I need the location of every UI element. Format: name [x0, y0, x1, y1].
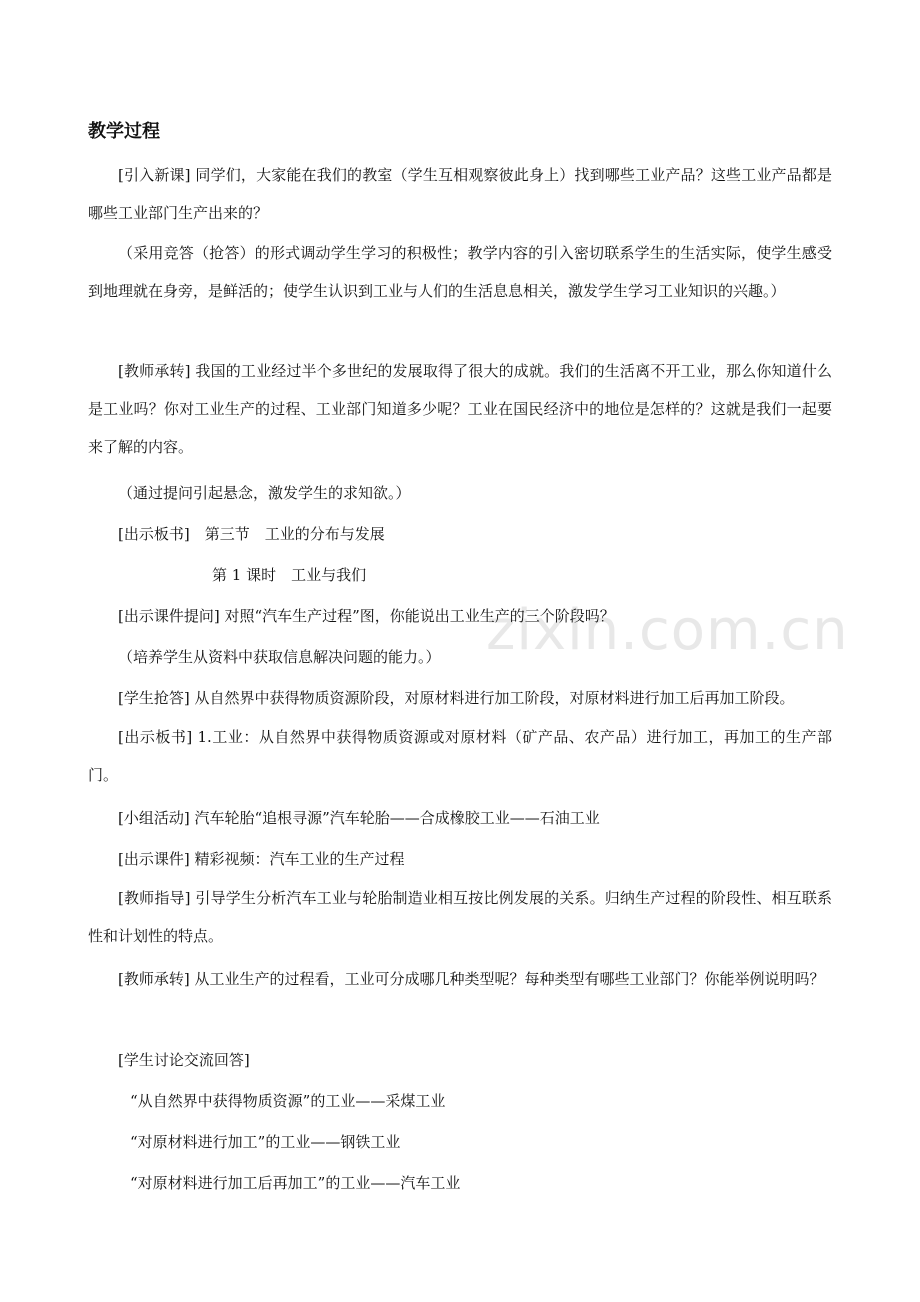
board-heading-lesson: 第 1 课时 工业与我们	[212, 566, 367, 584]
watermark: zixin.com.cn	[486, 598, 849, 663]
section-title: 教学过程	[88, 121, 160, 142]
paragraph-teacher-question: [教师承转] 从工业生产的过程看，工业可分成哪几种类型呢？每种类型有哪些工业部门？你能举例说明吗？	[118, 970, 825, 988]
board-heading-section: [出示板书] 第三节 工业的分布与发展	[118, 525, 385, 543]
paragraph-student-answer: [学生抢答] 从自然界中获得物质资源阶段，对原材料进行加工阶段，对原材料进行加工后再加工阶段。	[118, 689, 795, 707]
paragraph-group-activity: [小组活动] 汽车轮胎“追根寻源”汽车轮胎——合成橡胶工业——石油工业	[118, 809, 600, 827]
paragraph-courseware-question: [出示课件提问] 对照“汽车生产过程”图，你能说出工业生产的三个阶段吗？	[118, 607, 615, 625]
list-item: “对原材料进行加工”的工业——钢铁工业	[130, 1133, 401, 1151]
paragraph-intro: [引入新课] 同学们，大家能在我们的教室（学生互相观察彼此身上）找到哪些工业产品？这些工业产品都是哪些工业部门生产出来的？	[88, 166, 832, 222]
paragraph-intro-note: （采用竞答（抢答）的形式调动学生学习的积极性；教学内容的引入密切联系学生的生活实际，使学生感受到地理就在身旁，是鲜活的；使学生认识到工业与人们的生活息息相关，激发学生学习工业知识的兴趣。）	[88, 244, 832, 300]
paragraph-teacher-transition: [教师承转] 我国的工业经过半个多世纪的发展取得了很大的成就。我们的生活离不开工业，那么你知道什么是工业吗？你对工业生产的过程、工业部门知道多少呢？工业在国民经济中的地位是怎样的？这就是我们一起要来了解的内容。	[88, 362, 832, 456]
list-item: “对原材料进行加工后再加工”的工业——汽车工业	[130, 1174, 461, 1192]
paragraph-transition-note: （通过提问引起悬念，激发学生的求知欲。）	[118, 484, 411, 502]
paragraph-teacher-guidance: [教师指导] 引导学生分析汽车工业与轮胎制造业相互按比例发展的关系。归纳生产过程的阶段性、相互联系性和计划性的特点。	[88, 889, 832, 945]
paragraph-student-discussion: [学生讨论交流回答]	[118, 1051, 250, 1069]
paragraph-courseware-video: [出示课件] 精彩视频：汽车工业的生产过程	[118, 850, 405, 868]
paragraph-board-definition: [出示板书] 1.工业：从自然界中获得物质资源或对原材料（矿产品、农产品）进行加工，再加工的生产部门。	[88, 728, 832, 784]
list-item: “从自然界中获得物质资源”的工业——采煤工业	[130, 1092, 446, 1110]
paragraph-ability-note: （培养学生从资料中获取信息解决问题的能力。）	[118, 648, 441, 666]
